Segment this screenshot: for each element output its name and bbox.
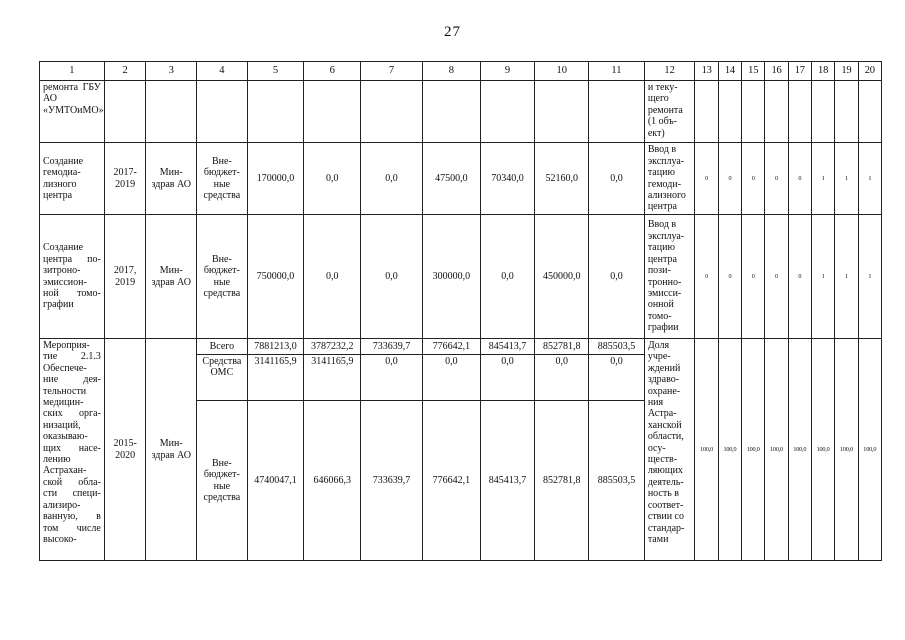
target-cell: 0 <box>695 215 718 339</box>
program-table <box>39 61 882 561</box>
header-row <box>40 62 882 81</box>
table-cell <box>811 81 834 143</box>
value-cell: 776642,1 <box>422 339 480 355</box>
measure-name: ремонта ГБУ АО «УМТОиМО» <box>40 81 105 143</box>
table-cell <box>788 81 811 143</box>
table-cell <box>480 81 535 143</box>
header-cell: 4 <box>197 62 248 81</box>
measure-name: Создание гемодиа-лизного центра <box>40 143 105 215</box>
table-cell <box>247 81 304 143</box>
target-cell: 100,0 <box>695 339 718 561</box>
value-cell: 0,0 <box>304 143 361 215</box>
source-cell: Вне-бюджет-ные средства <box>197 215 248 339</box>
value-cell: 0,0 <box>480 355 535 401</box>
value-cell: 47500,0 <box>422 143 480 215</box>
value-cell: 7881213,0 <box>247 339 304 355</box>
indicator-text: Ввод в эксплуа-тацию центра пози-тронно-эмисси-онной томо-графии <box>644 215 695 339</box>
target-cell: 0 <box>742 215 765 339</box>
value-cell: 776642,1 <box>422 401 480 561</box>
page-number: 27 <box>444 24 461 40</box>
table-row <box>40 339 882 355</box>
target-cell: 1 <box>858 143 881 215</box>
value-cell: 0,0 <box>304 215 361 339</box>
target-cell: 0 <box>718 215 741 339</box>
target-cell: 1 <box>835 143 858 215</box>
executor-cell: Мин-здрав АО <box>146 339 197 561</box>
table-cell <box>197 81 248 143</box>
value-cell: 0,0 <box>589 143 645 215</box>
target-cell: 0 <box>718 143 741 215</box>
header-cell: 13 <box>695 62 718 81</box>
target-cell: 1 <box>811 215 834 339</box>
table-cell <box>765 81 788 143</box>
value-cell: 70340,0 <box>480 143 535 215</box>
header-cell: 18 <box>811 62 834 81</box>
measure-name: Мероприя-тие 2.1.3 Обеспече-ние дея-тельности медицин-ских орга-низаций, оказываю-щих насе-лению Астрахан-ской обла-сти специ-ализиро-ванную, в том числе высоко- <box>40 339 105 561</box>
value-cell: 170000,0 <box>247 143 304 215</box>
target-cell: 100,0 <box>742 339 765 561</box>
header-cell: 7 <box>361 62 423 81</box>
value-cell: 0,0 <box>361 215 423 339</box>
value-cell: 3141165,9 <box>304 355 361 401</box>
period-cell: 2017, 2019 <box>104 215 146 339</box>
value-cell: 750000,0 <box>247 215 304 339</box>
executor-cell: Мин-здрав АО <box>146 143 197 215</box>
source-cell: Вне-бюджет-ные средства <box>197 401 248 561</box>
table-cell <box>304 81 361 143</box>
target-cell: 0 <box>765 143 788 215</box>
value-cell: 450000,0 <box>535 215 589 339</box>
header-cell: 3 <box>146 62 197 81</box>
value-cell: 852781,8 <box>535 401 589 561</box>
target-cell: 100,0 <box>811 339 834 561</box>
table-cell <box>742 81 765 143</box>
target-cell: 0 <box>765 215 788 339</box>
header-cell: 9 <box>480 62 535 81</box>
header-cell: 11 <box>589 62 645 81</box>
value-cell: 3787232,2 <box>304 339 361 355</box>
header-cell: 6 <box>304 62 361 81</box>
target-cell: 0 <box>742 143 765 215</box>
target-cell: 1 <box>835 215 858 339</box>
value-cell: 845413,7 <box>480 339 535 355</box>
table-cell <box>858 81 881 143</box>
period-cell: 2017-2019 <box>104 143 146 215</box>
target-cell: 100,0 <box>765 339 788 561</box>
value-cell: 646066,3 <box>304 401 361 561</box>
table-cell <box>718 81 741 143</box>
value-cell: 845413,7 <box>480 401 535 561</box>
header-cell: 10 <box>535 62 589 81</box>
period-cell: 2015-2020 <box>104 339 146 561</box>
value-cell: 0,0 <box>361 143 423 215</box>
header-cell: 20 <box>858 62 881 81</box>
header-cell: 5 <box>247 62 304 81</box>
target-cell: 0 <box>695 143 718 215</box>
value-cell: 0,0 <box>422 355 480 401</box>
header-cell: 14 <box>718 62 741 81</box>
value-cell: 300000,0 <box>422 215 480 339</box>
value-cell: 733639,7 <box>361 401 423 561</box>
table-cell <box>835 81 858 143</box>
table-cell <box>422 81 480 143</box>
executor-cell: Мин-здрав АО <box>146 215 197 339</box>
header-cell: 8 <box>422 62 480 81</box>
target-cell: 100,0 <box>788 339 811 561</box>
target-cell: 100,0 <box>718 339 741 561</box>
target-cell: 100,0 <box>858 339 881 561</box>
table-row <box>40 143 882 215</box>
value-cell: 0,0 <box>535 355 589 401</box>
target-cell: 0 <box>788 215 811 339</box>
value-cell: 4740047,1 <box>247 401 304 561</box>
header-cell: 2 <box>104 62 146 81</box>
table-cell <box>146 81 197 143</box>
header-cell: 17 <box>788 62 811 81</box>
indicator-text: Ввод в эксплуа-тацию гемоди-ализного центра <box>644 143 695 215</box>
target-cell: 1 <box>858 215 881 339</box>
table-cell <box>695 81 718 143</box>
value-cell: 3141165,9 <box>247 355 304 401</box>
value-cell: 733639,7 <box>361 339 423 355</box>
value-cell: 0,0 <box>480 215 535 339</box>
header-cell: 16 <box>765 62 788 81</box>
value-cell: 852781,8 <box>535 339 589 355</box>
source-cell: Всего <box>197 339 248 355</box>
header-cell: 12 <box>644 62 695 81</box>
table-cell <box>361 81 423 143</box>
header-cell: 1 <box>40 62 105 81</box>
target-cell: 100,0 <box>835 339 858 561</box>
target-cell: 0 <box>788 143 811 215</box>
table-row <box>40 215 882 339</box>
measure-name: Создание центра по-зитроно-эмиссион-ной томо-графии <box>40 215 105 339</box>
value-cell: 0,0 <box>589 355 645 401</box>
indicator-text: и теку-щего ремонта (1 объ-ект) <box>644 81 695 143</box>
table-cell <box>589 81 645 143</box>
table-cell <box>104 81 146 143</box>
value-cell: 885503,5 <box>589 401 645 561</box>
value-cell: 0,0 <box>589 215 645 339</box>
table-cell <box>535 81 589 143</box>
header-cell: 19 <box>835 62 858 81</box>
source-cell: Средства ОМС <box>197 355 248 401</box>
indicator-text: Доля учре-ждений здраво-охране-ния Астра-ханской области, осу-ществ-ляющих деятель-ность в соответ-ствии со стандар-тами <box>644 339 695 561</box>
value-cell: 52160,0 <box>535 143 589 215</box>
header-cell: 15 <box>742 62 765 81</box>
source-cell: Вне-бюджет-ные средства <box>197 143 248 215</box>
table-row <box>40 81 882 143</box>
target-cell: 1 <box>811 143 834 215</box>
value-cell: 885503,5 <box>589 339 645 355</box>
value-cell: 0,0 <box>361 355 423 401</box>
